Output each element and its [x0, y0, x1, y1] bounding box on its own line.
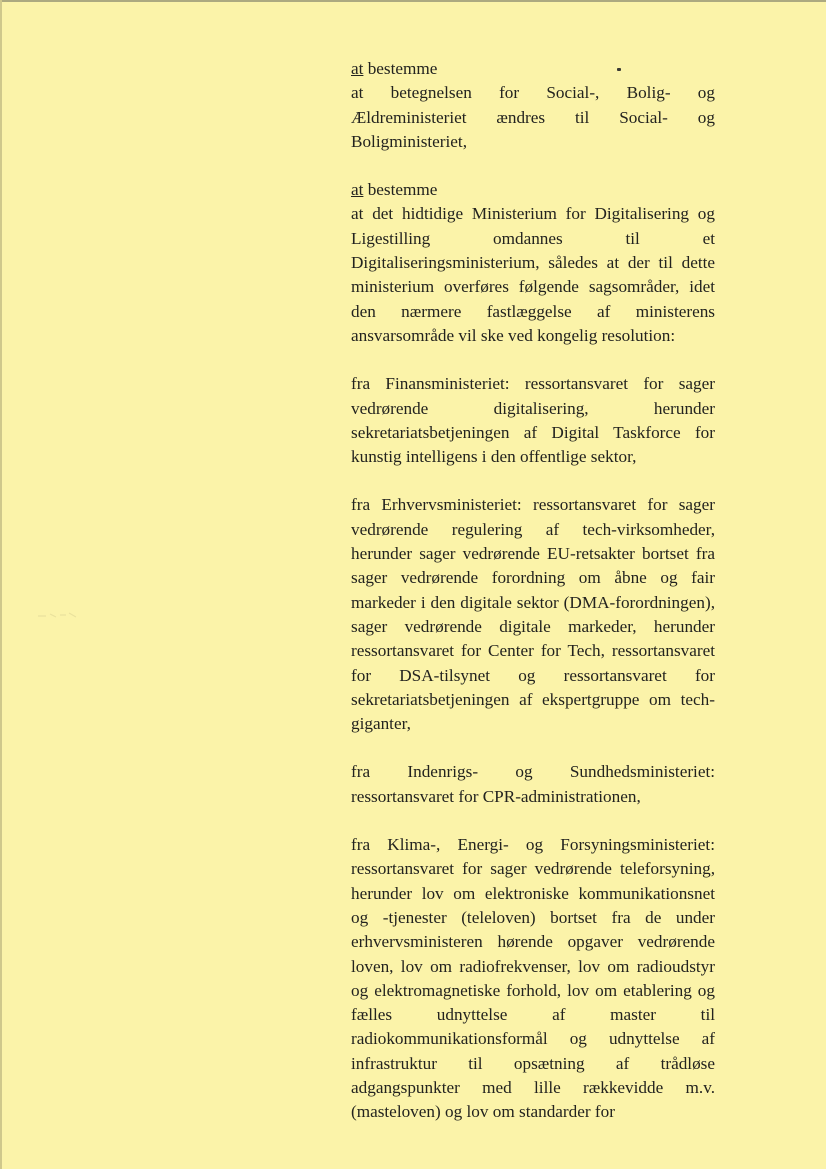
heading-underlined-word: at — [351, 59, 364, 78]
heading-underlined-word: at — [351, 180, 364, 200]
document-text-column — [351, 57, 715, 1149]
section-klima — [351, 833, 715, 1125]
section-finansministeriet — [351, 372, 715, 469]
heading-rest: bestemme — [363, 59, 438, 78]
section-body: fra Finansministeriet: ressortansvaret for sager vedrørende digitalisering, herunder sekretariatsbetjeningen af Digital Taskforce for kunstig intelligens i den offentlige sektor, — [351, 374, 715, 467]
section-body: fra Erhvervsministeriet: ressortansvaret for sager vedrørende regulering af tech-virksomheder, herunder sager vedrørende EU-retsakter bortset fra sager vedrørende forordning om åbne og fair markeder i den digitale sektor (DMA-forordningen), sager vedrørende digitale markeder, herunder ressortansvaret for Center for Tech, ressortansvaret for DSA-tilsynet og ressortansvaret for sekretariatsbetjeningen af ekspertgruppe om tech-giganter, — [351, 495, 715, 734]
section-body: at betegnelsen for Social-, Bolig- og Ældreministeriet ændres til Social- og Boligministeriet, — [351, 83, 715, 151]
top-scan-edge — [0, 0, 826, 2]
left-scan-edge — [0, 0, 2, 1169]
section-erhvervsministeriet — [351, 493, 715, 736]
section-body: at det hidtidige Ministerium for Digitalisering og Ligestilling omdannes til et Digitaliseringsministerium, således at der til dette ministerium overføres følgende sagsområder, idet den nærmere fastlæggelse af ministerens ansvarsområde vil ske ved kongelig resolution: — [351, 204, 715, 345]
heading-rest: bestemme — [363, 180, 438, 200]
section-rename-ministry — [351, 57, 715, 154]
section-heading — [351, 57, 715, 81]
section-body: fra Klima-, Energi- og Forsyningsministeriet: ressortansvaret for sager vedrørende teleforsyning, herunder lov om elektroniske kommunikationsnet og -tjenester (teleloven) bortset fra de under erhvervsministeren hørende opgaver vedrørende loven, lov om radiofrekvenser, lov om radioudstyr og elektromagnetiske forhold, lov om etablering og fælles udnyttelse af master til radiokommunikationsformål og udnyttelse af infrastruktur til opsætning af trådløse adgangspunkter med lille rækkevidde m.v. (masteloven) og lov om standarder for — [351, 835, 715, 1122]
section-digital-ministry — [351, 178, 715, 348]
section-body: fra Indenrigs- og Sundhedsministeriet: ressortansvaret for CPR-administrationen, — [351, 762, 715, 806]
section-heading — [351, 178, 715, 202]
section-indenrigs — [351, 760, 715, 809]
faint-scan-mark — [36, 608, 78, 620]
